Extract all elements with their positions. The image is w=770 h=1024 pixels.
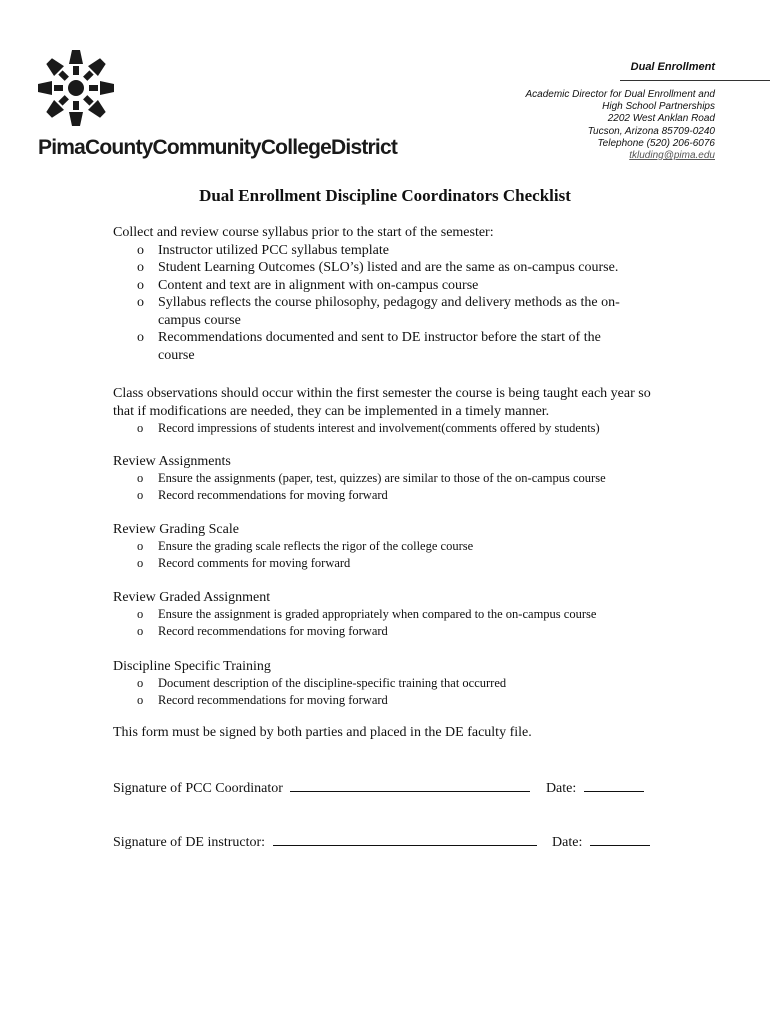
list-item: o Content and text are in alignment with on-campus course [137, 277, 479, 293]
list-item: o Recommendations documented and sent to DE instructor before the start of the course [137, 330, 601, 363]
pcc-date-field[interactable] [584, 779, 644, 792]
section-observations [113, 385, 658, 437]
address-line: Tucson, Arizona 85709-0240 [587, 125, 715, 137]
address-line: 2202 West Anklan Road [607, 113, 715, 125]
bullet: o [137, 555, 144, 570]
section-syllabus [113, 224, 673, 364]
address-line: Academic Director for Dual Enrollment and [525, 89, 715, 100]
bullet: o [137, 539, 144, 553]
section-graded-assignment [113, 589, 673, 639]
department-title: Dual Enrollment [630, 61, 715, 73]
list-item: o Student Learning Outcomes (SLO’s) listed and are the same as on-campus course. [137, 260, 619, 275]
section-assignments [113, 453, 673, 503]
bullet: o [137, 487, 144, 502]
district-name: PimaCountyCommunityCollegeDistrict [38, 136, 398, 159]
bullet: o [137, 607, 144, 621]
bullet: o [137, 295, 144, 310]
section-lead: Discipline Specific Training [113, 659, 271, 674]
de-date-field[interactable] [590, 833, 650, 846]
pcc-signature-field[interactable] [290, 779, 530, 792]
bullet: o [137, 242, 144, 258]
bullet: o [137, 676, 144, 690]
date-label: Date: [552, 835, 583, 850]
list-item: o Record recommendations for moving forward [137, 487, 388, 502]
bullet: o [137, 421, 144, 435]
pcc-signature-row [113, 779, 644, 797]
de-signature-field[interactable] [273, 833, 537, 846]
date-label: Date: [545, 781, 577, 796]
document-title: Dual Enrollment Discipline Coordinators Checklist [199, 186, 571, 205]
header-divider [620, 80, 770, 81]
de-signature-label: Signature of DE instructor: [113, 835, 266, 850]
section-lead: Review Grading Scale [113, 522, 239, 537]
section-lead: Review Graded Assignment [113, 590, 271, 605]
section-training [113, 658, 673, 708]
list-item: o Record impressions of students interest and involvement(comments offered by students) [137, 421, 600, 435]
email-link[interactable]: tkluding@pima.edu [629, 150, 715, 162]
signature-statement: This form must be signed by both parties and placed in the DE faculty file. [113, 725, 532, 740]
telephone: Telephone (520) 206-6076 [597, 137, 715, 149]
list-item: o Instructor utilized PCC syllabus template [137, 242, 389, 258]
address-line: High School Partnerships [602, 101, 715, 113]
bullet: o [137, 330, 144, 345]
section-lead: Collect and review course syllabus prior to the start of the semester: [113, 225, 494, 240]
list-item: o Record comments for moving forward [137, 555, 351, 570]
pcc-logo-icon [36, 48, 116, 128]
bullet: o [137, 260, 144, 275]
de-signature-row [113, 833, 650, 851]
bullet: o [137, 471, 144, 485]
address-block [415, 89, 715, 162]
section-grading-scale [113, 521, 673, 571]
list-item: o Syllabus reflects the course philosophy, pedagogy and delivery methods as the on-campus course [137, 295, 620, 328]
bullet: o [137, 623, 144, 638]
list-item: o Record recommendations for moving forward [137, 692, 388, 707]
list-item: o Ensure the assignment is graded appropriately when compared to the on-campus course [137, 607, 597, 621]
section-lead: Class observations should occur within the first semester the course is being taught each year so that if modifications are needed, they can be implemented in a timely manner. [113, 386, 651, 419]
section-lead: Review Assignments [113, 454, 231, 469]
list-item: o Ensure the assignments (paper, test, quizzes) are similar to those of the on-campus course [137, 471, 606, 485]
list-item: o Document description of the discipline-specific training that occurred [137, 676, 507, 690]
bullet: o [137, 277, 144, 293]
list-item: o Ensure the grading scale reflects the rigor of the college course [137, 539, 474, 553]
bullet: o [137, 692, 144, 707]
pcc-signature-label: Signature of PCC Coordinator [113, 781, 283, 796]
list-item: o Record recommendations for moving forward [137, 623, 388, 638]
